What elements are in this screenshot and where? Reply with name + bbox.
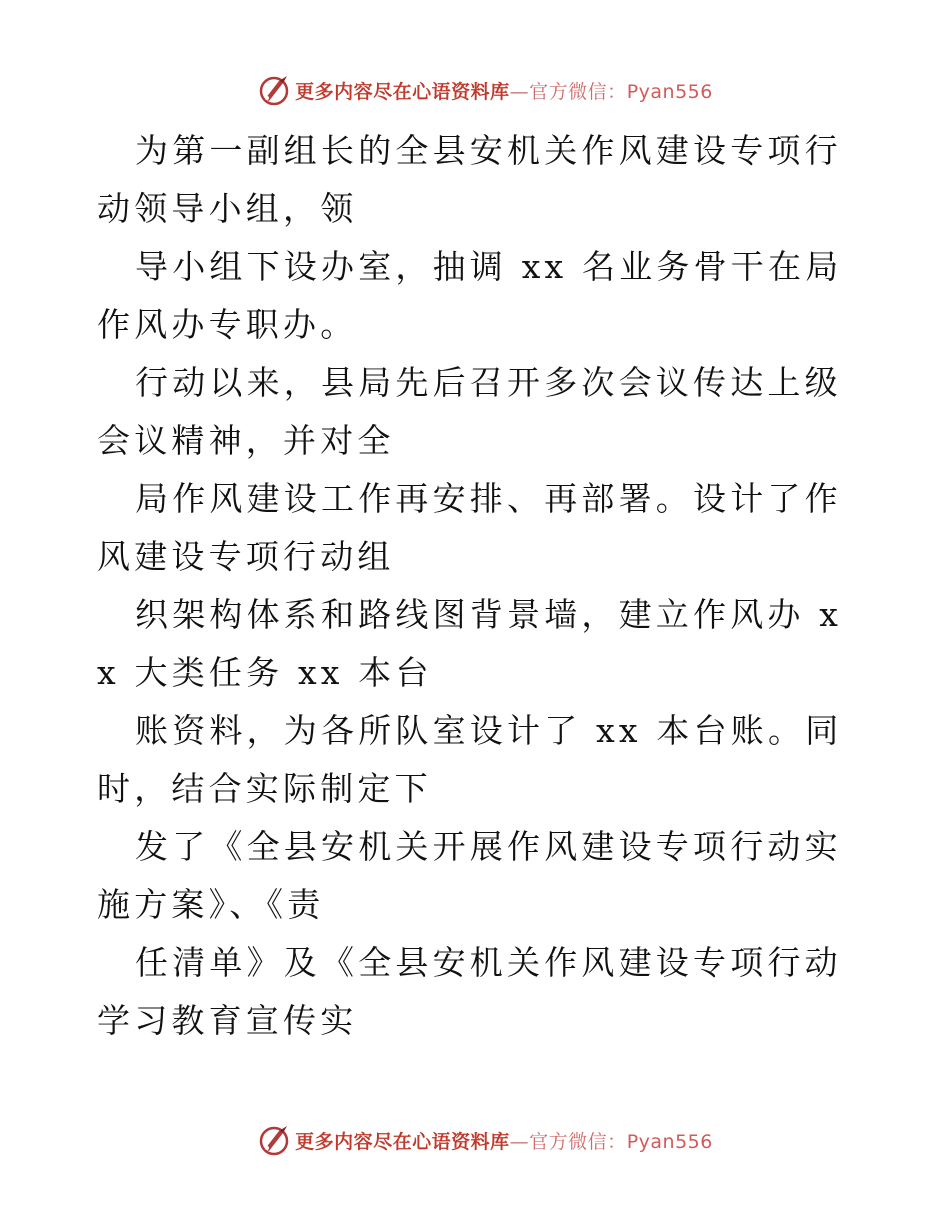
paragraph: 任清单》及《全县安机关作风建设专项行动学习教育宣传实 bbox=[97, 943, 842, 1040]
banner-separator: — bbox=[509, 80, 530, 103]
paragraph: 织架构体系和路线图背景墙，建立作风办 xx 大类任务 xx 本台 bbox=[97, 595, 843, 692]
paragraph: 发了《全县安机关开展作风建设专项行动实施方案》、《责 bbox=[97, 827, 842, 924]
header-banner-text bbox=[295, 77, 713, 104]
document-body bbox=[97, 122, 857, 1050]
wechat-label: 官方微信： bbox=[529, 1130, 627, 1153]
paragraph: 行动以来，县局先后召开多次会议传达上级会议精神，并对全 bbox=[97, 363, 842, 460]
wechat-id: Pyan556 bbox=[626, 80, 713, 103]
wechat-label: 官方微信： bbox=[529, 80, 627, 103]
wechat-id: Pyan556 bbox=[626, 1130, 713, 1153]
footer-banner-text bbox=[295, 1127, 713, 1154]
library-name: 更多内容尽在心语资料库 bbox=[295, 80, 510, 103]
quill-pen-logo-icon bbox=[257, 73, 291, 107]
paragraph: 为第一副组长的全县安机关作风建设专项行动领导小组，领 bbox=[97, 131, 842, 228]
paragraph: 导小组下设办室，抽调 xx 名业务骨干在局作风办专职办。 bbox=[97, 247, 843, 344]
quill-pen-logo-icon bbox=[257, 1123, 291, 1157]
paragraph: 账资料，为各所队室设计了 xx 本台账。同时，结合实际制定下 bbox=[97, 711, 843, 808]
library-name: 更多内容尽在心语资料库 bbox=[295, 1130, 510, 1153]
footer-banner bbox=[0, 1120, 950, 1160]
banner-separator: — bbox=[509, 1130, 530, 1153]
paragraph: 局作风建设工作再安排、再部署。设计了作风建设专项行动组 bbox=[97, 479, 842, 576]
header-banner bbox=[0, 70, 950, 110]
